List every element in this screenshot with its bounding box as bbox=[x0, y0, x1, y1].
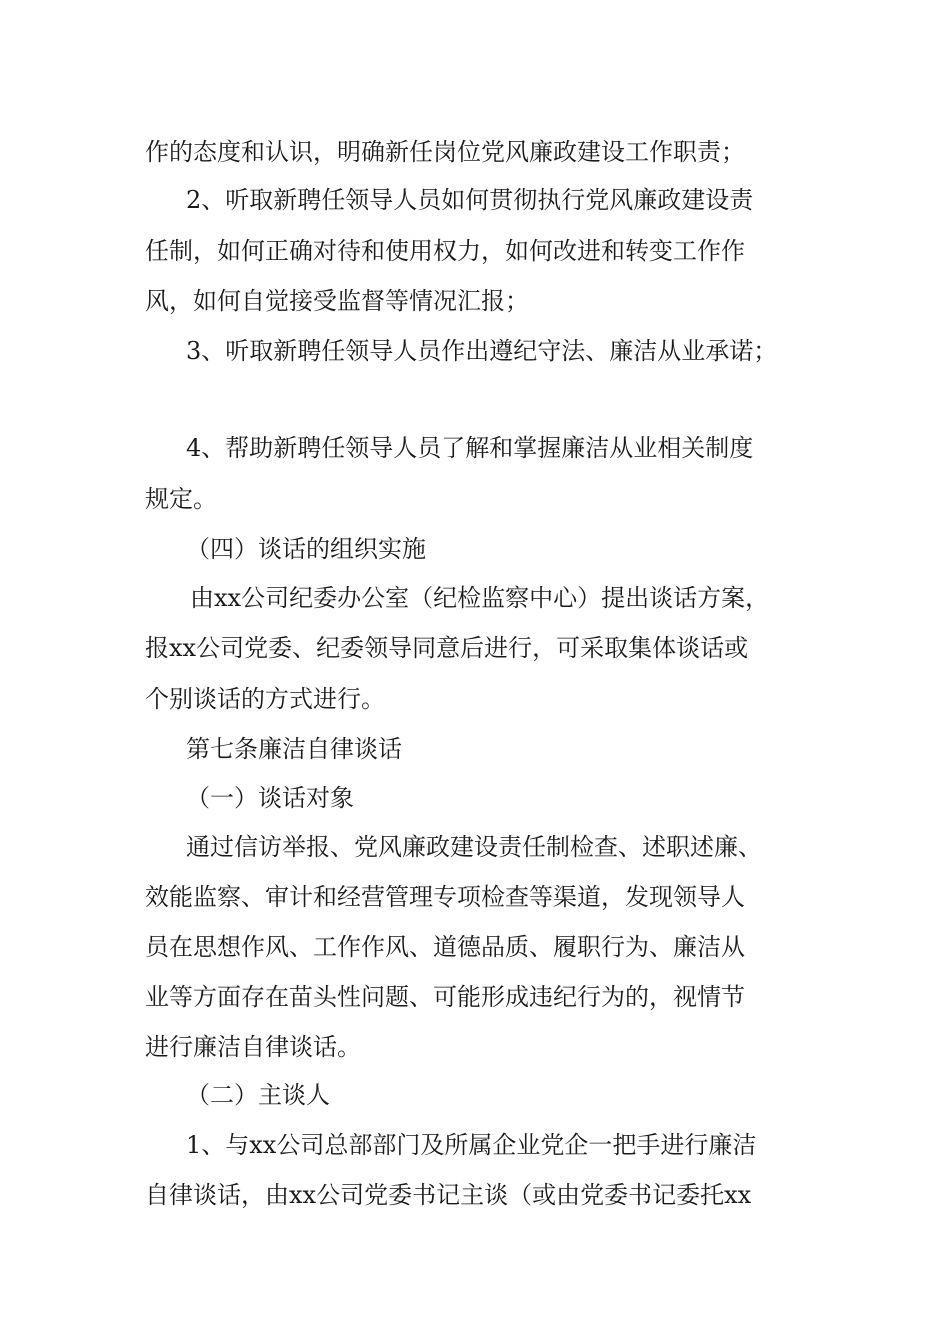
body-line: 进行廉洁自律谈话。 bbox=[145, 1033, 361, 1061]
section-heading: （四）谈话的组织实施 bbox=[186, 535, 426, 563]
section-heading: （一）谈话对象 bbox=[186, 784, 354, 812]
section-heading: （二）主谈人 bbox=[186, 1081, 330, 1109]
body-line: 由xx公司纪委办公室（纪检监察中心）提出谈话方案， bbox=[190, 584, 770, 612]
body-line: 1、与xx公司总部部门及所属企业党企一把手进行廉洁 bbox=[186, 1131, 757, 1159]
body-line: 3、听取新聘任领导人员作出遵纪守法、廉洁从业承诺； bbox=[186, 337, 778, 365]
body-line: 作的态度和认识，明确新任岗位党风廉政建设工作职责； bbox=[145, 138, 745, 166]
body-line: 风，如何自觉接受监督等情况汇报； bbox=[145, 287, 529, 315]
body-line: 效能监察、审计和经营管理专项检查等渠道，发现领导人 bbox=[145, 883, 745, 911]
body-line: 2、听取新聘任领导人员如何贯彻执行党风廉政建设责 bbox=[186, 186, 754, 214]
body-line: 员在思想作风、工作作风、道德品质、履职行为、廉洁从 bbox=[145, 933, 745, 961]
body-line: 4、帮助新聘任领导人员了解和掌握廉洁从业相关制度 bbox=[186, 434, 754, 462]
body-line: 通过信访举报、党风廉政建设责任制检查、述职述廉、 bbox=[186, 833, 762, 861]
body-line: 任制，如何正确对待和使用权力，如何改进和转变工作作 bbox=[145, 237, 745, 265]
body-line: 报xx公司党委、纪委领导同意后进行，可采取集体谈话或 bbox=[145, 634, 749, 662]
body-line: 业等方面存在苗头性问题、可能形成违纪行为的，视情节 bbox=[145, 983, 745, 1011]
body-line: 自律谈话，由xx公司党委书记主谈（或由党委书记委托xx bbox=[145, 1181, 752, 1209]
body-line: 规定。 bbox=[145, 485, 217, 513]
body-line: 个别谈话的方式进行。 bbox=[145, 685, 385, 713]
article-heading: 第七条廉洁自律谈话 bbox=[186, 735, 402, 763]
